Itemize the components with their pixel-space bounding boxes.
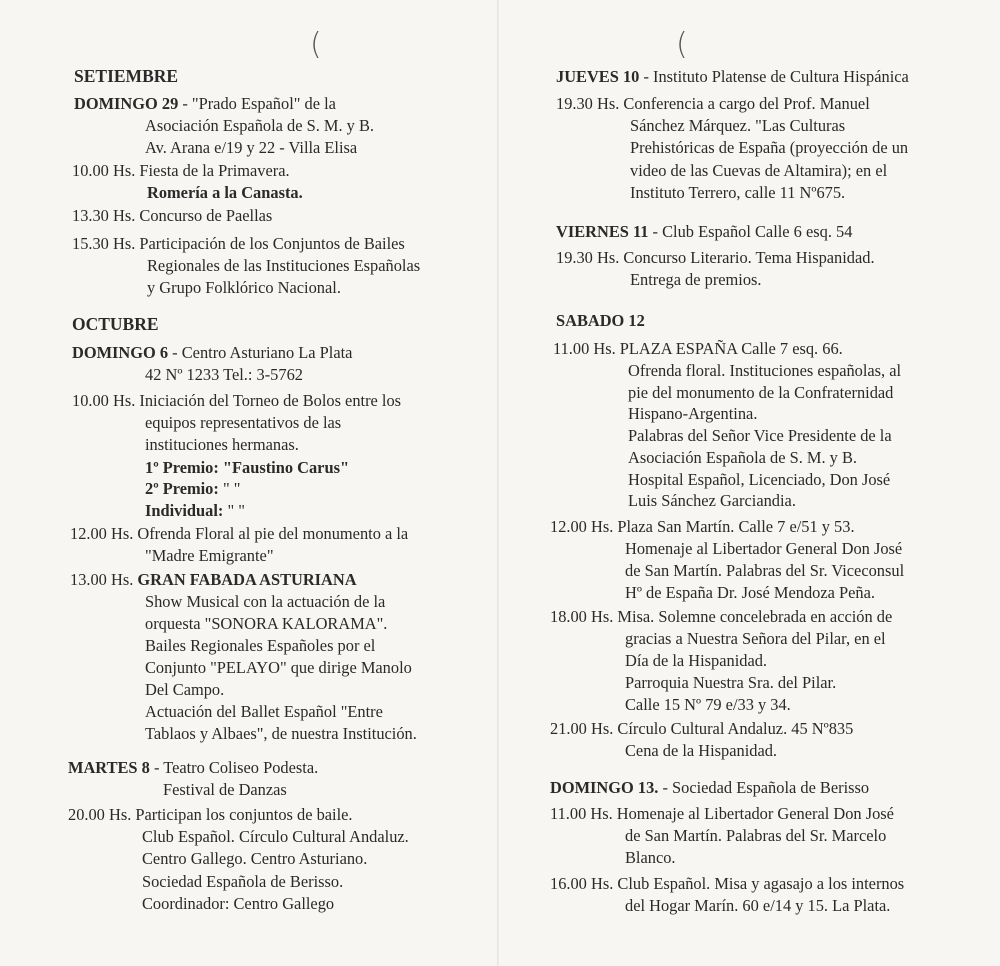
left-text-line bbox=[145, 478, 240, 499]
left-text-line bbox=[145, 412, 341, 433]
text: Prehistóricas de España (proyección de un bbox=[630, 138, 909, 157]
right-text-line bbox=[630, 269, 762, 290]
text: Tablaos y Albaes", de nuestra Institución. bbox=[145, 724, 417, 743]
left-text-line bbox=[142, 826, 409, 847]
left-text-line bbox=[145, 613, 387, 634]
left-text-line bbox=[72, 314, 159, 335]
right-text-line bbox=[625, 694, 791, 715]
text: Av. Arana e/19 y 22 - Villa Elisa bbox=[145, 138, 358, 157]
text: Hº de España Dr. José Mendoza Peña. bbox=[625, 583, 875, 602]
left-text-line bbox=[142, 871, 343, 892]
text: instituciones hermanas. bbox=[145, 435, 299, 454]
text: - Centro Asturiano La Plata bbox=[168, 343, 353, 362]
right-text-line bbox=[630, 160, 887, 181]
left-text-line bbox=[142, 893, 334, 914]
text: 21.00 Hs. Círculo Cultural Andaluz. 45 Nº835 bbox=[550, 719, 854, 738]
text: y Grupo Folklórico Nacional. bbox=[147, 278, 341, 297]
text: Palabras del Señor Vice Presidente de la bbox=[628, 426, 892, 445]
left-text-line bbox=[72, 390, 401, 411]
text: Centro Gallego. Centro Asturiano. bbox=[142, 849, 368, 868]
text: - "Prado Español" de la bbox=[178, 94, 336, 113]
text: Hospital Español, Licenciado, Don José bbox=[628, 470, 891, 489]
text: Día de la Hispanidad. bbox=[625, 651, 768, 670]
left-text-line bbox=[147, 255, 420, 276]
left-text-line bbox=[145, 457, 349, 478]
right-text-line bbox=[550, 718, 853, 739]
text: " " bbox=[223, 501, 245, 520]
right-text-line bbox=[550, 777, 869, 798]
text: Sánchez Márquez. "Las Culturas bbox=[630, 116, 846, 135]
text: 10.00 Hs. Iniciación del Torneo de Bolos entre los bbox=[72, 391, 402, 410]
text: 19.30 Hs. Concurso Literario. Tema Hispanidad. bbox=[556, 248, 875, 267]
bold-text: DOMINGO 13. bbox=[550, 778, 659, 797]
text: Homenaje al Libertador General Don José bbox=[625, 539, 903, 558]
left-text-line bbox=[145, 701, 383, 722]
text: "Madre Emigrante" bbox=[145, 546, 274, 565]
left-text-line bbox=[145, 679, 224, 700]
text: - Instituto Platense de Cultura Hispánica bbox=[639, 67, 909, 86]
left-text-line bbox=[70, 569, 357, 590]
left-text-line bbox=[72, 160, 290, 181]
punch-hole-icon: ( bbox=[676, 27, 688, 62]
right-text-line bbox=[628, 403, 757, 424]
right-text-line bbox=[550, 803, 894, 824]
text: SETIEMBRE bbox=[74, 66, 179, 86]
page-fold bbox=[497, 0, 499, 966]
left-text-line bbox=[145, 723, 417, 744]
right-text-line bbox=[628, 469, 890, 490]
text: 12.00 Hs. Ofrenda Floral al pie del monumento a la bbox=[70, 524, 409, 543]
text: - Club Español Calle 6 esq. 54 bbox=[648, 222, 853, 241]
text: - Teatro Coliseo Podesta. bbox=[149, 758, 319, 777]
right-text-line bbox=[625, 672, 836, 693]
right-text-line bbox=[628, 425, 892, 446]
text: pie del monumento de la Confraternidad bbox=[628, 383, 894, 402]
text: Sociedad Española de Berisso. bbox=[142, 872, 344, 891]
right-text-line bbox=[628, 490, 796, 511]
text: Cena de la Hispanidad. bbox=[625, 741, 778, 760]
left-text-line bbox=[72, 233, 405, 254]
text: de San Martín. Palabras del Sr. Marcelo bbox=[625, 826, 887, 845]
right-text-line bbox=[625, 538, 902, 559]
bold-text: JUEVES 10 bbox=[556, 67, 640, 86]
text: Club Español. Círculo Cultural Andaluz. bbox=[142, 827, 409, 846]
text: - Sociedad Española de Berisso bbox=[658, 778, 870, 797]
left-text-line bbox=[147, 277, 341, 298]
left-text-line bbox=[145, 364, 303, 385]
right-text-line bbox=[550, 873, 904, 894]
right-text-line bbox=[556, 247, 875, 268]
left-text-line bbox=[72, 205, 272, 226]
left-text-line bbox=[145, 500, 245, 521]
text: Actuación del Ballet Español "Entre bbox=[145, 702, 383, 721]
right-text-line bbox=[556, 93, 870, 114]
text: " " bbox=[218, 479, 241, 498]
text: de San Martín. Palabras del Sr. Viceconsul bbox=[625, 561, 905, 580]
left-text-line bbox=[163, 779, 287, 800]
right-text-line bbox=[625, 650, 767, 671]
text: video de las Cuevas de Altamira); en el bbox=[630, 161, 888, 180]
left-text-line bbox=[70, 523, 408, 544]
text: 16.00 Hs. Club Español. Misa y agasajo a los internos bbox=[550, 874, 905, 893]
left-text-line bbox=[74, 66, 178, 87]
left-text-line bbox=[147, 182, 303, 203]
right-text-line bbox=[628, 360, 901, 381]
text: Conjunto "PELAYO" que dirige Manolo bbox=[145, 658, 412, 677]
bold-text: GRAN FABADA ASTURIANA bbox=[137, 570, 357, 589]
text: gracias a Nuestra Señora del Pilar, en el bbox=[625, 629, 886, 648]
text: Asociación Española de S. M. y B. bbox=[628, 448, 857, 467]
right-text-line bbox=[556, 221, 852, 242]
right-text-line bbox=[556, 66, 909, 87]
right-text-line bbox=[630, 115, 845, 136]
left-text-line bbox=[145, 591, 385, 612]
right-text-line bbox=[550, 606, 892, 627]
text: Blanco. bbox=[625, 848, 676, 867]
text: 42 Nº 1233 Tel.: 3-5762 bbox=[145, 365, 303, 384]
bold-text: Individual: bbox=[145, 501, 224, 520]
text: OCTUBRE bbox=[72, 314, 159, 334]
text: orquesta "SONORA KALORAMA". bbox=[145, 614, 388, 633]
text: 15.30 Hs. Participación de los Conjuntos de Bailes bbox=[72, 234, 405, 253]
right-text-line bbox=[550, 516, 855, 537]
left-text-line bbox=[145, 635, 375, 656]
right-text-line bbox=[625, 895, 890, 916]
text: Coordinador: Centro Gallego bbox=[142, 894, 335, 913]
text: 19.30 Hs. Conferencia a cargo del Prof. Manuel bbox=[556, 94, 870, 113]
text: 11.00 Hs. PLAZA ESPAÑA Calle 7 esq. 66. bbox=[553, 339, 843, 358]
bold-text: 1º Premio: "Faustino Carus" bbox=[145, 458, 350, 477]
left-text-line bbox=[145, 137, 357, 158]
text: Bailes Regionales Españoles por el bbox=[145, 636, 376, 655]
bold-text: 2º Premio: bbox=[145, 479, 219, 498]
right-text-line bbox=[628, 382, 893, 403]
right-text-line bbox=[625, 628, 886, 649]
text: equipos representativos de las bbox=[145, 413, 342, 432]
bold-text: MARTES 8 bbox=[68, 758, 150, 777]
right-text-line bbox=[630, 137, 908, 158]
text: Festival de Danzas bbox=[163, 780, 287, 799]
text: Show Musical con la actuación de la bbox=[145, 592, 386, 611]
right-text-line bbox=[625, 847, 676, 868]
text: Instituto Terrero, calle 11 Nº675. bbox=[630, 183, 846, 202]
text: 13.00 Hs. bbox=[70, 570, 138, 589]
left-text-line bbox=[68, 757, 318, 778]
text: Entrega de premios. bbox=[630, 270, 762, 289]
left-text-line bbox=[145, 545, 274, 566]
text: Ofrenda floral. Instituciones españolas, al bbox=[628, 361, 902, 380]
bold-text: DOMINGO 6 bbox=[72, 343, 169, 362]
text: Asociación Española de S. M. y B. bbox=[145, 116, 374, 135]
bold-text: DOMINGO 29 bbox=[74, 94, 179, 113]
left-text-line bbox=[68, 804, 353, 825]
text: 11.00 Hs. Homenaje al Libertador General Don José bbox=[550, 804, 894, 823]
punch-hole-icon: ( bbox=[310, 27, 322, 62]
left-text-line bbox=[145, 657, 412, 678]
left-text-line bbox=[145, 434, 299, 455]
right-text-line bbox=[625, 560, 904, 581]
text: 12.00 Hs. Plaza San Martín. Calle 7 e/51 y 53. bbox=[550, 517, 855, 536]
right-text-line bbox=[556, 310, 645, 331]
left-text-line bbox=[74, 93, 336, 114]
text: 18.00 Hs. Misa. Solemne concelebrada en acción de bbox=[550, 607, 893, 626]
text: Luis Sánchez Garciandia. bbox=[628, 491, 796, 510]
bold-text: Romería a la Canasta. bbox=[147, 183, 303, 202]
left-text-line bbox=[145, 115, 374, 136]
right-text-line bbox=[628, 447, 857, 468]
text: Regionales de las Instituciones Españolas bbox=[147, 256, 421, 275]
text: Del Campo. bbox=[145, 680, 225, 699]
right-text-line bbox=[553, 338, 843, 359]
right-text-line bbox=[625, 740, 777, 761]
text: Hispano-Argentina. bbox=[628, 404, 758, 423]
text: del Hogar Marín. 60 e/14 y 15. La Plata. bbox=[625, 896, 891, 915]
text: 20.00 Hs. Participan los conjuntos de baile. bbox=[68, 805, 353, 824]
text: Parroquia Nuestra Sra. del Pilar. bbox=[625, 673, 837, 692]
left-text-line bbox=[142, 848, 367, 869]
right-text-line bbox=[630, 182, 845, 203]
text: Calle 15 Nº 79 e/33 y 34. bbox=[625, 695, 791, 714]
bold-text: VIERNES 11 bbox=[556, 222, 649, 241]
right-text-line bbox=[625, 825, 886, 846]
text: SABADO 12 bbox=[556, 311, 645, 330]
text: 10.00 Hs. Fiesta de la Primavera. bbox=[72, 161, 290, 180]
right-text-line bbox=[625, 582, 875, 603]
text: 13.30 Hs. Concurso de Paellas bbox=[72, 206, 273, 225]
left-text-line bbox=[72, 342, 352, 363]
